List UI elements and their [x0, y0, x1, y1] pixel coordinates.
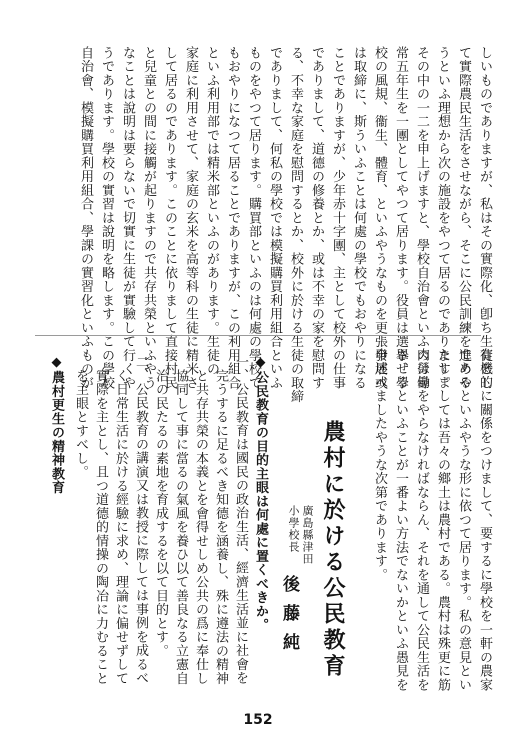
text-line: 協同して事に當るの氣風を養ひ以て善良なる立憲自: [173, 369, 188, 686]
text-line: 治の民たるの素地を育成するを以て目的とす。: [153, 369, 168, 658]
text-line: 自治會、模擬購買利用組合、學課の實習化といふものが: [78, 46, 93, 390]
section-heading: ◆農村更生の精神教育: [49, 355, 64, 495]
text-line: であるといふやうな形に依つて居ります。私の意見とい: [456, 348, 471, 692]
section-heading: ◆公民教育の目的主眼は何處に置くべきか。: [253, 355, 268, 632]
text-line: でありまして、何私の學校では模擬購買利用組合といふ: [267, 46, 282, 390]
text-line: 二、公民教育の講演又は教授に際しては事例を成るべ: [133, 355, 148, 685]
text-line: る、不幸な家庭を慰問するとか、校外に於ける生徒の取締: [288, 46, 303, 404]
text-line: を主眼とすべし。: [73, 369, 88, 479]
text-line: 一、公民教育は國民の政治生活、經濟生活並に社會を: [233, 355, 248, 685]
author-name: 後藤純: [279, 575, 299, 662]
text-line: ものをやつて居ります。購買部といふのは何處の學校で: [246, 46, 261, 390]
text-line: と兒童との間に接觸が起りますので共存共榮といふやう: [141, 46, 156, 390]
author-affiliation: 廣島縣津田: [301, 505, 314, 565]
text-line: うといふ理想から次の施設をやつて居るのであります。: [435, 46, 450, 390]
text-line: 肉勞働をやらなければならん、それを通して公民生活を: [414, 348, 429, 692]
text-line: でありまして、道德の修養とか、或は不幸の家を慰問す: [309, 46, 324, 390]
text-line: 有機的に關係をつけまして、要するに學校を一軒の農家: [477, 348, 492, 692]
text-line: く日常生活に於ける經驗に求め、理論に偏せずして: [113, 369, 128, 686]
text-line: させるといふことが一番よい方法でないかといふ愚見を: [393, 348, 408, 692]
text-line: 家庭に利用させて、家庭の玄米を高等科の生徒に精米さ: [183, 46, 198, 390]
text-line: て實際農民生活をさせながら、そこに公民訓練を進めや: [456, 46, 471, 390]
text-line: して居るのであります。このことに依りまして直接村民: [162, 46, 177, 390]
text-line: たしましては吾々の鄉土は農村である。農村は殊更に筋: [435, 348, 450, 692]
text-line: その中の一二を申上げますと、學校自治會といふのは尋: [414, 46, 429, 390]
text-line: といふ利用部では精米部といふのがあります。生徒の: [204, 46, 219, 376]
page-number: 152: [243, 712, 273, 728]
section-divider: [35, 335, 481, 336]
text-line: は取締に、斯ういふことは何處の學校でもおやりになる: [351, 46, 366, 390]
text-line: 實際を主とし、且つ道德的情操の陶冶に力むること: [93, 369, 108, 686]
article-title: 農村に於ける公民教育: [320, 420, 346, 680]
text-line: 校の風規、衞生、體育、といふやうなものを更張發展或: [372, 46, 387, 390]
text-line: 申述べましたやうな次第であります。: [372, 348, 387, 582]
text-line: うであります。學校の實習は說明を略します。この學校: [99, 46, 114, 390]
text-line: 常五年生を一團としてやつて居ります。役員は選擧、學: [393, 46, 408, 390]
text-line: なことは說明は要らないで切實に生徒が實驗して行くや: [120, 46, 135, 390]
author-role: 小學校長: [287, 505, 300, 553]
text-line: 完うするに足るべき知德を涵養し、殊に遵法の精神: [213, 369, 228, 686]
text-line: ことでありますが、少年赤十字團、主として校外の仕事: [330, 46, 345, 390]
text-line: しいものでありますが、私はその實際化、卽ち生徒とし: [477, 46, 492, 390]
text-line: と共存共榮の本義とを會得せしめ公共の爲に奉仕し: [193, 369, 208, 686]
text-line: もおやりになつて居ることでありますが、この利用組合: [225, 46, 240, 390]
